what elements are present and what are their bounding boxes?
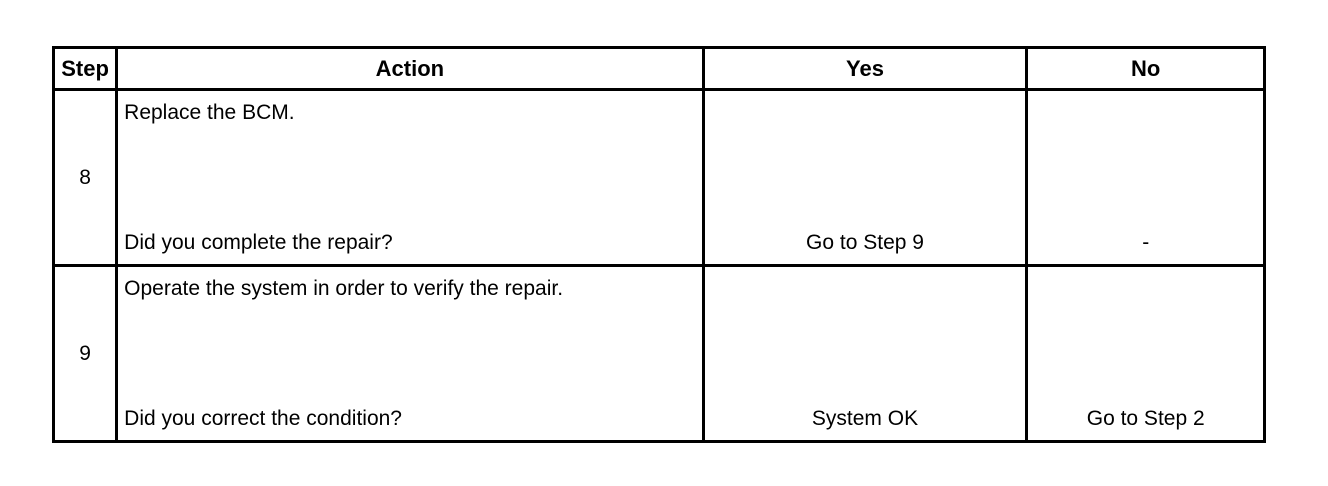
header-action: Action: [117, 48, 703, 90]
table-row: [54, 90, 1265, 266]
header-no: No: [1027, 48, 1265, 90]
no-result: Go to Step 2: [1086, 407, 1205, 430]
yes-result: Go to Step 9: [806, 231, 924, 254]
no-cell: [1027, 266, 1265, 442]
action-cell: [117, 90, 703, 266]
step-number: 9: [54, 266, 117, 442]
action-question: Did you complete the repair?: [124, 231, 393, 254]
diagnostic-step-table: [52, 46, 1266, 443]
yes-cell: [703, 90, 1027, 266]
no-result: -: [1142, 231, 1150, 254]
action-cell: [117, 266, 703, 442]
header-yes: Yes: [703, 48, 1027, 90]
step-number: 8: [54, 90, 117, 266]
action-instruction: Operate the system in order to verify the repair.: [124, 277, 564, 300]
no-cell: [1027, 90, 1265, 266]
action-question: Did you correct the condition?: [124, 407, 402, 430]
yes-cell: [703, 266, 1027, 442]
yes-result: System OK: [811, 407, 919, 430]
action-instruction: Replace the BCM.: [124, 101, 295, 124]
table-header-row: [54, 48, 1265, 90]
header-step: Step: [54, 48, 117, 90]
table-row: [54, 266, 1265, 442]
